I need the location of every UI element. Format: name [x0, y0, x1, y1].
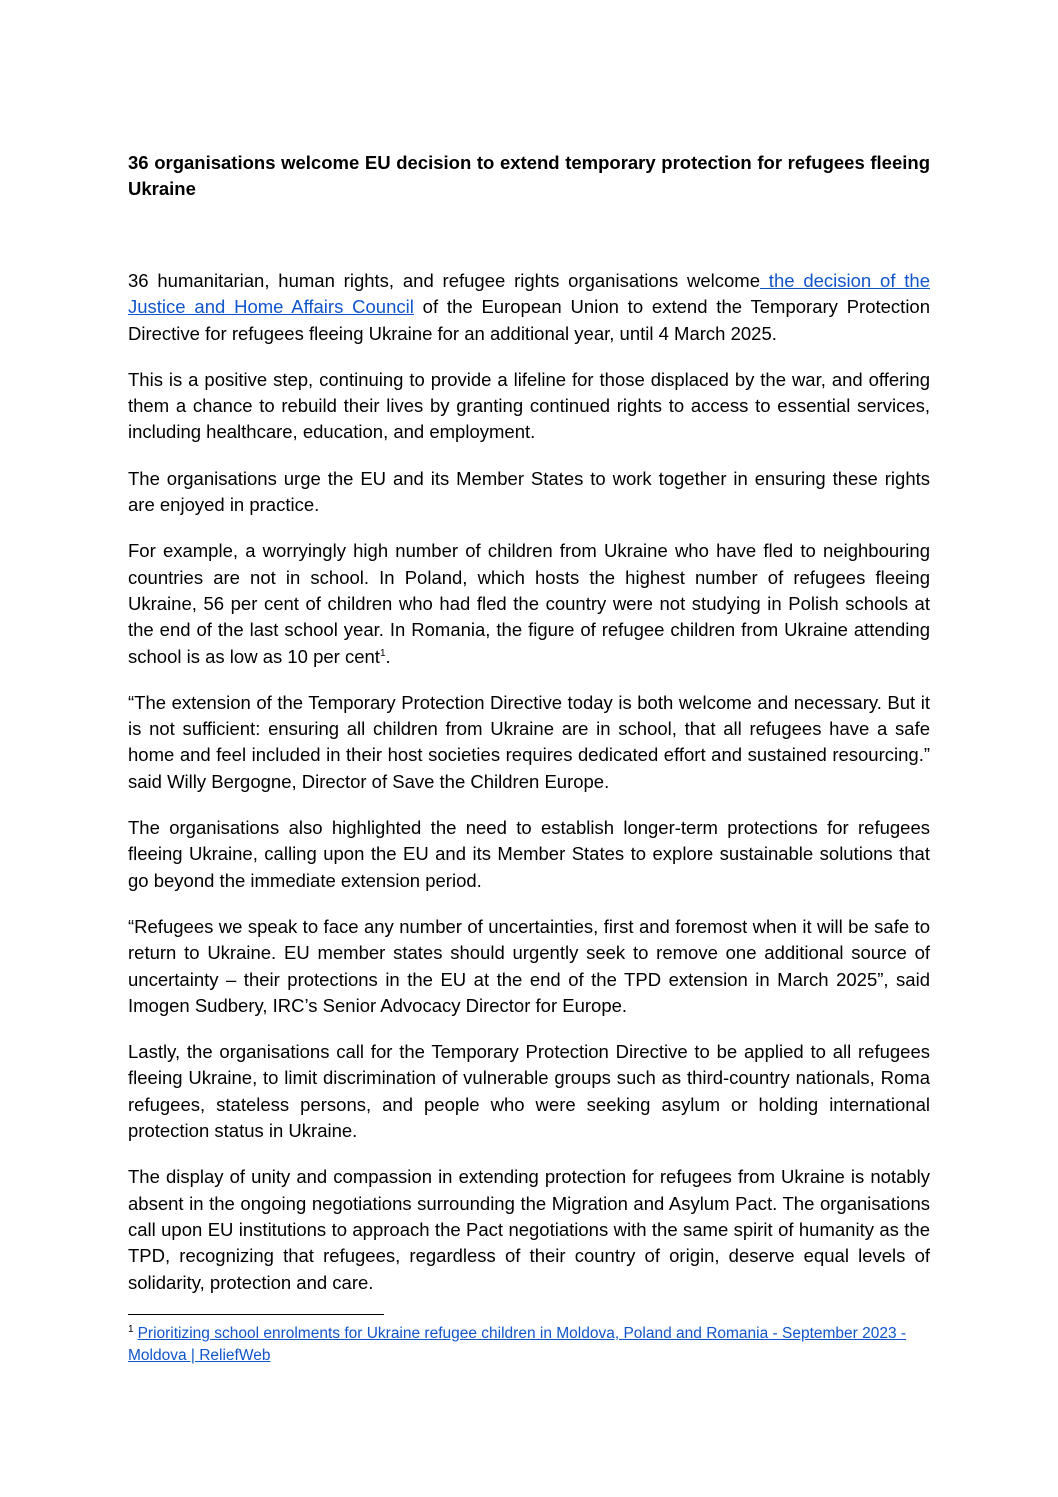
paragraph-school-example-end: . [385, 645, 391, 667]
reliefweb-footnote-link[interactable]: Prioritizing school enrolments for Ukraine refugee children in Moldova, Poland and Romania - September 2023 - Moldova | ReliefWeb [128, 1325, 907, 1364]
paragraph-intro [128, 268, 930, 347]
paragraph-migration-pact: The display of unity and compassion in extending protection for refugees from Ukraine is notably absent in the ongoing negotiations surrounding the Migration and Asylum Pact. The organisations call upon EU institutions to approach the Pact negotiations with the same spirit of humanity as the TPD, recognizing that refugees, regardless of their country of origin, deserve equal levels of solidarity, protection and care. [128, 1166, 930, 1293]
paragraph-positive-step: This is a positive step, continuing to provide a lifeline for those displaced by the war, and offering them a chance to rebuild their lives by granting continued rights to access to essential services, including healthcare, education, and employment. [128, 368, 930, 443]
paragraph-intro-text: 36 humanitarian, human rights, and refugee rights organisations welcome [128, 270, 760, 291]
paragraph-lastly: Lastly, the organisations call for the Temporary Protection Directive to be applied to all refugees fleeing Ukraine, to limit discrimination of vulnerable groups such as third-country nationals, Roma refugees, stateless persons, and people who were seeking asylum or holding international protection status in Ukraine. [128, 1041, 930, 1142]
footnote-number: 1 [128, 1323, 134, 1335]
footnote-divider [128, 1314, 384, 1315]
paragraph-urge-member-states: The organisations urge the EU and its Member States to work together in ensuring these rights are enjoyed in practice. [128, 467, 930, 516]
paragraph-school-example-text: For example, a worryingly high number of children from Ukraine who have fled to neighbouring countries are not in school. In Poland, which hosts the highest number of refugees fleeing Ukraine, 56 per cent of children who had fled the country were not studying in Polish schools at the end of the last school year. In Romania, the figure of refugee children from Ukraine attending school is as low as 10 per cent [128, 540, 930, 667]
paragraph-school-example [128, 538, 930, 669]
footnote [128, 1323, 930, 1367]
paragraph-longer-term-protections: The organisations also highlighted the need to establish longer-term protections for refugees fleeing Ukraine, calling upon the EU and its Member States to explore sustainable solutions that go beyond the immediate extension period. [128, 817, 930, 891]
council-decision-link[interactable]: the decision of the Justice and Home Affairs Council [128, 270, 930, 318]
paragraph-save-the-children-quote: “The extension of the Temporary Protection Directive today is both welcome and necessary. But it is not sufficient: ensuring all children from Ukraine are in school, that all refugees have a safe home and feel included in their host societies requires dedicated effort and sustained resourcing.” said Willy Bergogne, Director of Save the Children Europe. [128, 691, 930, 792]
paragraph-irc-quote: “Refugees we speak to face any number of uncertainties, first and foremost when it will be safe to return to Ukraine. EU member states should urgently seek to remove one additional source of uncertainty – their protections in the EU at the end of the TPD extension in March 2025”, said Imogen Sudbery, IRC’s Senior Advocacy Director for Europe. [128, 915, 930, 1016]
footnote-reference: 1 [379, 647, 386, 659]
document-title: 36 organisations welcome EU decision to extend temporary protection for refugees fleeing Ukraine [128, 152, 930, 199]
paragraph-intro-text-end: of the European Union to extend the Temporary Protection Directive for refugees fleeing Ukraine for an additional year, until 4 March 2025. [128, 296, 931, 344]
document-body [128, 268, 930, 1316]
